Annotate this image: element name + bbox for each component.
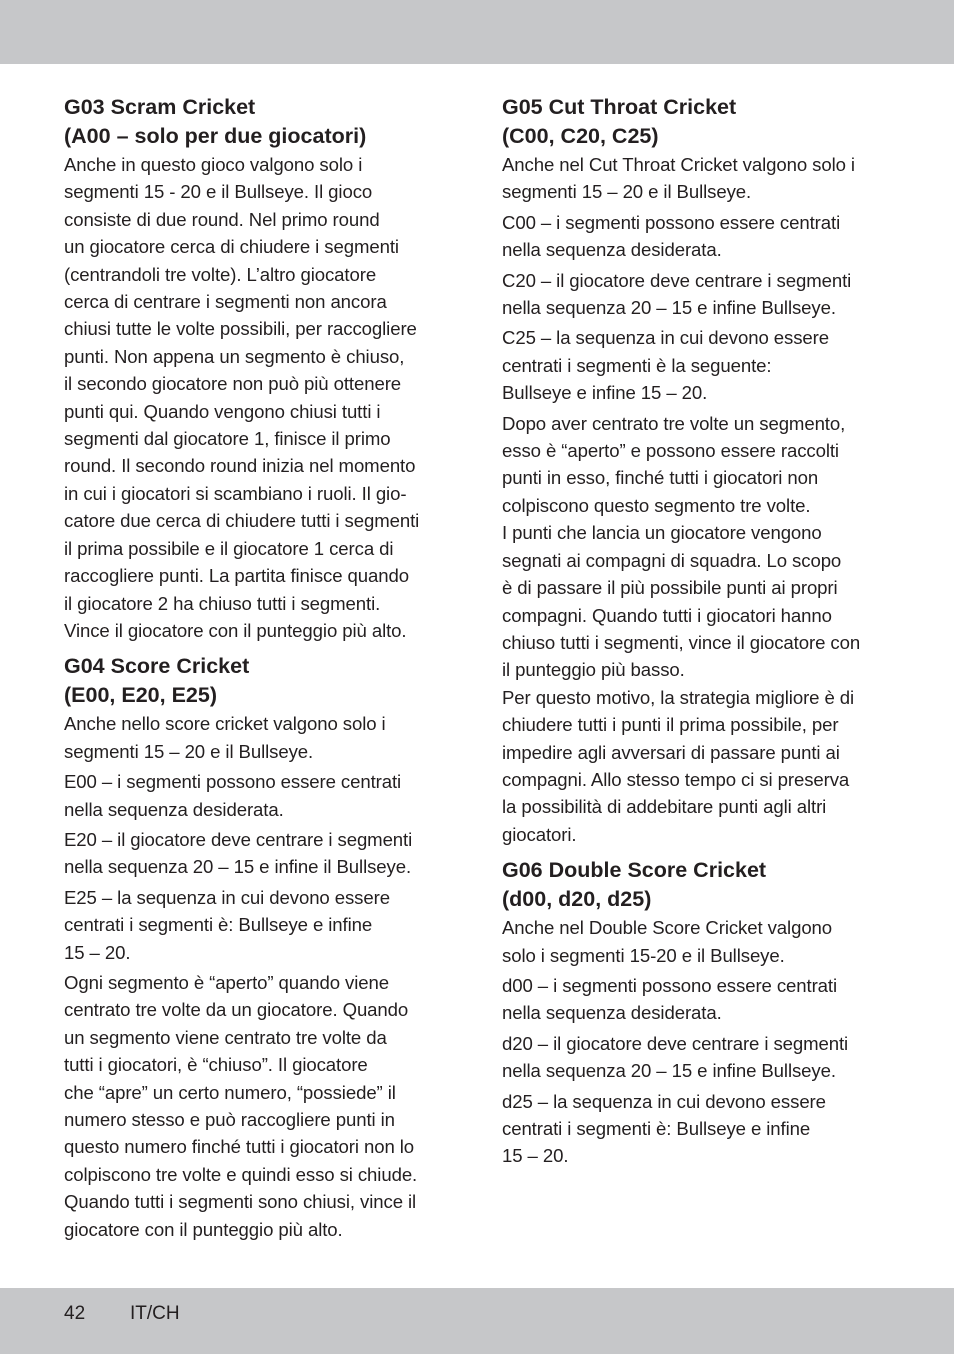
body-paragraph: C00 – i segmenti possono essere centrati nella sequenza desiderata. [502, 211, 841, 261]
body-paragraph: E25 – la sequenza in cui devono essere centrati i segmenti è: Bullseye e infine 15 – 20. [64, 886, 390, 963]
body-paragraph: d20 – il giocatore deve centrare i segmenti nella sequenza 20 – 15 e infine Bullseye. [502, 1032, 849, 1082]
body-paragraph: Anche nello score cricket valgono solo i segmenti 15 – 20 e il Bullseye. [64, 713, 386, 762]
right-column [502, 93, 894, 1170]
page-number: 42 [64, 1303, 86, 1324]
body-paragraph: Anche in questo gioco valgono solo i segmenti 15 - 20 e il Bullseye. Il gioco consiste di due round. Nel primo round un giocatore cerca di chiudere i segmenti (centrandoli tre volte). L’altro giocatore cerca di centrare i segmenti non ancora chiusi tutte le volte possibili, per raccogliere punti. Non appena un segmento è chiuso, il secondo giocatore non può più ottenere punti qui. Quando vengono chiusi tutti i segmenti dal giocatore 1, finisce il primo round. Il secondo round inizia nel momento in cui i giocatori si scambiano i ruoli. Il gio- catore due cerca di chiudere tutti i segmenti il prima possibile e il giocatore 1 cerca di raccogliere punti. La partita finisce quando il giocatore 2 ha chiuso tutti i segmenti. Vince il giocatore con il punteggio più alto. [64, 154, 420, 641]
body-paragraph: Ogni segmento è “aperto” quando viene centrato tre volte da un giocatore. Quando un segmento viene centrato tre volte da tutti i giocatori, è “chiuso”. Il giocatore che “apre” un certo numero, “possiede” il numero stesso e può raccogliere punti in questo numero finché tutti i giocatori non lo colpiscono tre volte e quindi esso si chiude. Quando tutti i segmenti sono chiusi, vince il giocatore con il punteggio più alto. [64, 971, 418, 1240]
section [502, 856, 894, 1170]
section [64, 652, 456, 1243]
body-paragraph: C20 – il giocatore deve centrare i segmenti nella sequenza 20 – 15 e infine Bullseye. [502, 269, 852, 319]
body-paragraph: d00 – i segmenti possono essere centrati nella sequenza desiderata. [502, 974, 838, 1024]
body-paragraph: E00 – i segmenti possono essere centrati nella sequenza desiderata. [64, 771, 402, 820]
header-band [0, 0, 954, 64]
language-code: IT/CH [130, 1303, 180, 1324]
section-title: G04 Score Cricket (E00, E20, E25) [64, 654, 250, 708]
body-paragraph: I punti che lancia un giocatore vengono segnati ai compagni di squadra. Lo scopo è di passare il più possibile punti ai propri compagni. Quando tutti i giocatori hanno chiuso tutti i segmenti, vince il giocatore con il punteggio più basso. [502, 522, 861, 681]
body-paragraph: Per questo motivo, la strategia migliore è di chiudere tutti i punti il prima possibile, per impedire agli avversari di passare punti ai compagni. Allo stesso tempo ci si preserva la possibilità di addebitare punti agli altri giocatori. [502, 686, 855, 845]
body-paragraph: d25 – la sequenza in cui devono essere centrati i segmenti è: Bullseye e infine 15 – 20. [502, 1090, 826, 1167]
section-title: G05 Cut Throat Cricket (C00, C20, C25) [502, 95, 737, 148]
body-paragraph: C25 – la sequenza in cui devono essere centrati i segmenti è la seguente: Bullseye e infine 15 – 20. [502, 327, 829, 404]
section-title: G06 Double Score Cricket (d00, d20, d25) [502, 858, 767, 912]
section [64, 93, 456, 644]
body-paragraph: Anche nel Double Score Cricket valgono solo i segmenti 15-20 e il Bullseye. [502, 917, 833, 966]
body-paragraph: Anche nel Cut Throat Cricket valgono solo i segmenti 15 – 20 e il Bullseye. [502, 154, 855, 203]
section-title: G03 Scram Cricket (A00 – solo per due giocatori) [64, 95, 367, 148]
section [502, 93, 894, 848]
body-paragraph: Dopo aver centrato tre volte un segmento, esso è “aperto” e possono essere raccolti punti in esso, finché tutti i giocatori non colpiscono questo segmento tre volte. [502, 412, 846, 516]
left-column [64, 93, 456, 1243]
body-paragraph: E20 – il giocatore deve centrare i segmenti nella sequenza 20 – 15 e infine il Bullseye. [64, 828, 413, 878]
